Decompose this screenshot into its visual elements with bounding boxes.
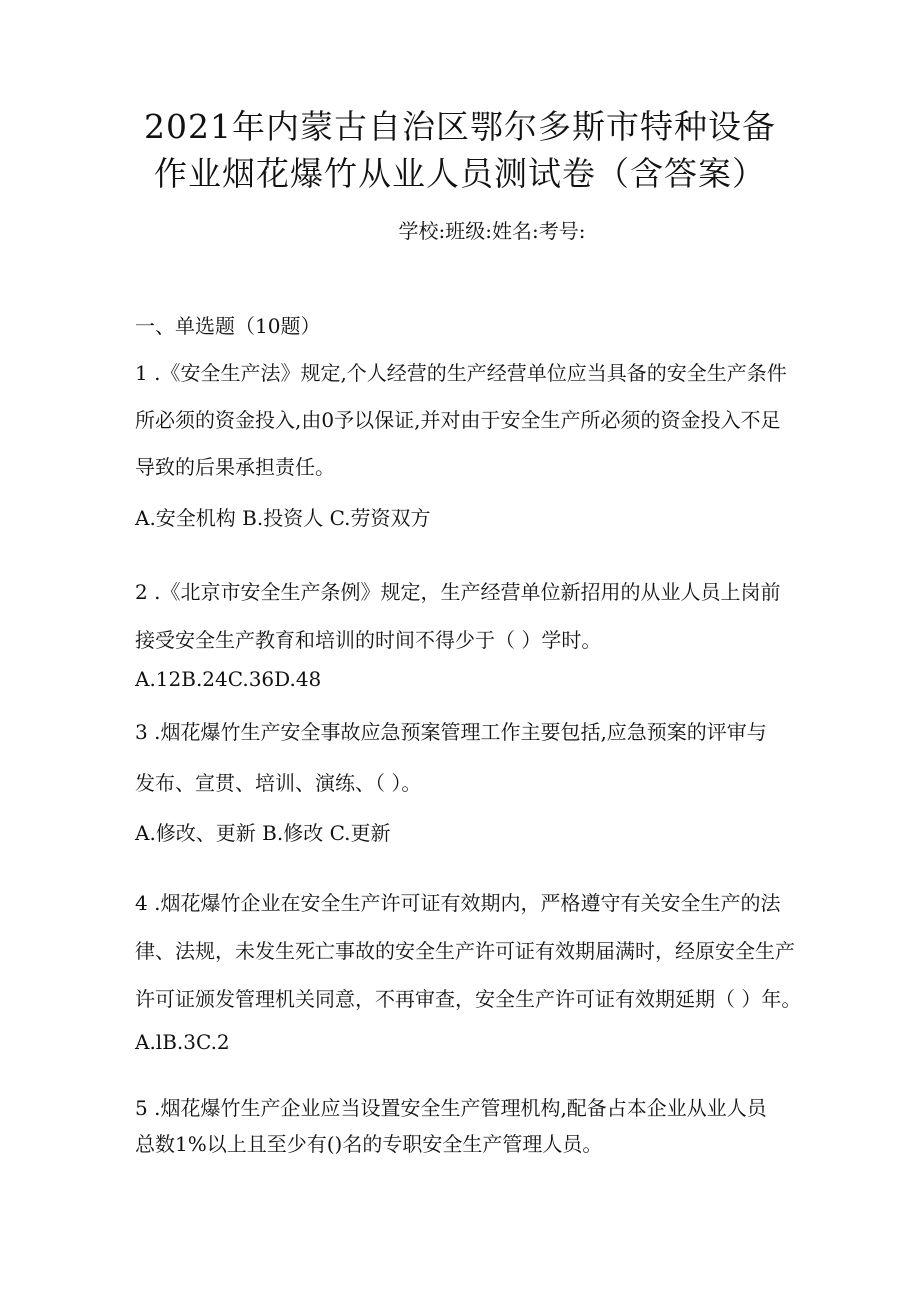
question-1-line-1: 1 .《安全生产法》规定,个人经营的生产经营单位应当具备的安全生产条件 [135, 361, 787, 385]
question-2-line-1: 2 .《北京市安全生产条例》规定，生产经营单位新招用的从业人员上岗前 [135, 580, 781, 604]
document-title-line-2: 作业烟花爆竹从业人员测试卷（含答案） [154, 154, 766, 193]
question-4-line-1: 4 .烟花爆竹企业在安全生产许可证有效期内，严格遵守有关安全生产的法 [135, 891, 781, 915]
question-2-line-2: 接受安全生产教育和培训的时间不得少于（ ）学时。 [135, 628, 602, 652]
question-4-line-2: 律、法规，未发生死亡事故的安全生产许可证有效期届满时，经原安全生产 [135, 939, 795, 963]
question-5-line-2: 总数1%以上且至少有()名的专职安全生产管理人员。 [135, 1132, 603, 1156]
student-info-text: 学校:班级:姓名:考号: [398, 219, 586, 243]
question-3-line-2: 发布、宣贯、培训、演练、（ ）。 [135, 771, 422, 795]
section-heading: 一、单选题（10题） [135, 314, 321, 338]
question-1-line-3: 导致的后果承担责任。 [135, 455, 335, 479]
question-3-line-1: 3 .烟花爆竹生产安全事故应急预案管理工作主要包括,应急预案的评审与 [135, 720, 767, 744]
question-1-line-2: 所必须的资金投入,由0予以保证,并对由于安全生产所必须的资金投入不足 [135, 408, 781, 432]
question-4-options: A.lB.3C.2 [135, 1030, 230, 1054]
question-1-options: A.安全机构 B.投资人 C.劳资双方 [135, 506, 431, 530]
question-2-options: A.12B.24C.36D.48 [135, 667, 322, 691]
question-3-options: A.修改、更新 B.修改 C.更新 [135, 821, 391, 845]
document-title-line-1: 2021年内蒙古自治区鄂尔多斯市特种设备 [144, 107, 776, 146]
question-5-line-1: 5 .烟花爆竹生产企业应当设置安全生产管理机构,配备占本企业从业人员 [135, 1096, 767, 1120]
question-4-line-3: 许可证颁发管理机关同意，不再审查，安全生产许可证有效期延期（ ）年。 [135, 987, 802, 1011]
student-info-line [0, 213, 920, 249]
